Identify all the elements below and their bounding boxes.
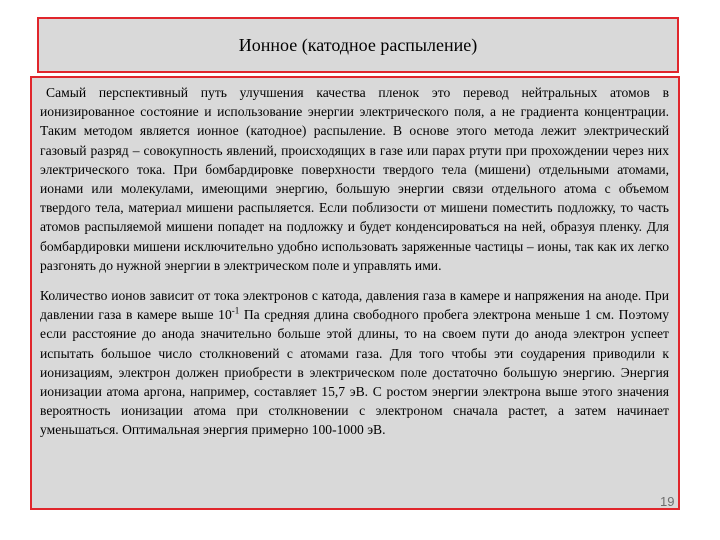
body-paragraph-1: Самый перспективный путь улучшения качества пленок это перевод нейтральных атомов в ионизированное состояние и использование энергии электрического поля, а не градиента концентрации. Таким методом является ионное (катодное) распыление. В основе этого метода лежит электрический газовый разряд – совокупность явлений, происходящих в газе или парах ртути при прохождении через них электрического тока. При бомбардировке поверхности твердого тела (мишени) отдельными атомами, ионами или молекулами, имеющими энергию, большую энергии связи отдельного атома с объемом твердого тела, материал мишени распыляется. Если поблизости от мишени поместить подложку, то часть атомов распыляемой мишени попадет на подложку и будет конденсироваться на ней, образуя пленку. Для бомбардировки мишени исключительно удобно использовать заряженные частицы – ионы, так как их легко разгонять до нужной энергии в электрическом поле и управлять ими. [40,85,669,273]
body-paragraph-2 [40,286,669,440]
slide-body-box [30,76,680,510]
slide-title-box [37,17,679,73]
pressure-exponent: -1 [231,305,240,316]
paragraph-2-text-start: Количество ионов зависит от тока электронов с катода, давления газа в камере и напряжения на аноде. При давлении газа в камере выше 10 [40,288,669,323]
paragraph-2-text-end: Па средняя длина свободного пробега электрона меньше 1 см. Поэтому если расстояние до анода значительно больше этой длины, то на своем пути до анода электрон успеет испытать большое число столкновений с атомами газа. Для того чтобы эти соударения приводили к ионизациям, электрон должен приобрести в электрическом поле достаточно большую энергию. Энергия ионизации атома аргона, например, составляет 15,7 эВ. С ростом энергии электрона выше этого значения вероятность ионизации атома при столкновении с электроном сначала растет, а затем начинает уменьшаться. Оптимальная энергия примерно 100-1000 эВ. [40,307,669,438]
page-number: 19 [660,494,675,509]
slide-title: Ионное (катодное распыление) [238,34,478,55]
